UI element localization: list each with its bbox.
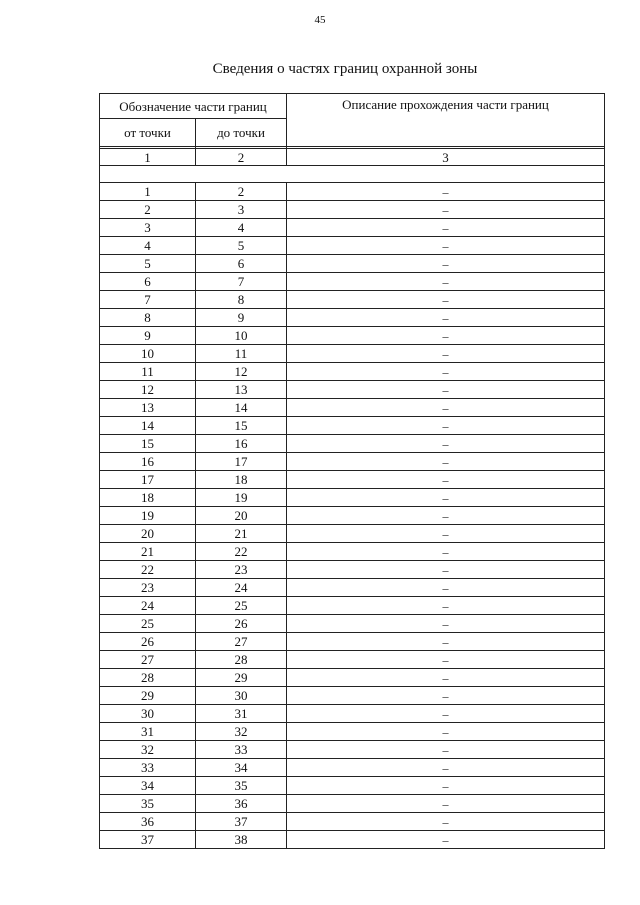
section-label — [100, 166, 605, 183]
from-point-cell: 13 — [100, 399, 196, 417]
table-row — [100, 237, 605, 255]
table-row — [100, 309, 605, 327]
table-row — [100, 777, 605, 795]
to-point-cell: 14 — [196, 399, 287, 417]
to-point-cell: 30 — [196, 687, 287, 705]
to-point-cell: 20 — [196, 507, 287, 525]
description-cell: – — [287, 201, 605, 219]
from-point-cell: 14 — [100, 417, 196, 435]
table-row — [100, 669, 605, 687]
table-row — [100, 417, 605, 435]
to-point-cell: 27 — [196, 633, 287, 651]
description-cell: – — [287, 813, 605, 831]
table-row — [100, 795, 605, 813]
from-point-cell: 9 — [100, 327, 196, 345]
description-cell: – — [287, 687, 605, 705]
from-point-cell: 24 — [100, 597, 196, 615]
from-point-cell: 11 — [100, 363, 196, 381]
to-point-cell: 29 — [196, 669, 287, 687]
document-title: Сведения о частях границ охранной зоны — [212, 61, 478, 77]
column-number-2: 2 — [196, 149, 287, 166]
from-point-cell: 6 — [100, 273, 196, 291]
from-point-cell: 34 — [100, 777, 196, 795]
from-point-cell: 17 — [100, 471, 196, 489]
table-row — [100, 687, 605, 705]
from-point-cell: 20 — [100, 525, 196, 543]
table-row — [100, 291, 605, 309]
table-row — [100, 435, 605, 453]
table-row — [100, 597, 605, 615]
section-row — [100, 166, 605, 183]
table-row — [100, 489, 605, 507]
to-point-cell: 18 — [196, 471, 287, 489]
table-row — [100, 813, 605, 831]
table-row — [100, 219, 605, 237]
description-cell: – — [287, 615, 605, 633]
table-row — [100, 723, 605, 741]
description-cell: – — [287, 705, 605, 723]
table-row — [100, 705, 605, 723]
description-cell: – — [287, 273, 605, 291]
from-point-cell: 29 — [100, 687, 196, 705]
from-point-cell: 5 — [100, 255, 196, 273]
header-from-cell: от точки — [100, 119, 196, 147]
to-point-cell: 22 — [196, 543, 287, 561]
to-point-cell: 38 — [196, 831, 287, 849]
from-point-cell: 27 — [100, 651, 196, 669]
description-cell: – — [287, 435, 605, 453]
description-cell: – — [287, 345, 605, 363]
description-cell: – — [287, 723, 605, 741]
description-cell: – — [287, 741, 605, 759]
to-point-cell: 34 — [196, 759, 287, 777]
description-cell: – — [287, 795, 605, 813]
to-point-cell: 23 — [196, 561, 287, 579]
description-cell: – — [287, 507, 605, 525]
to-point-cell: 4 — [196, 219, 287, 237]
from-point-cell: 28 — [100, 669, 196, 687]
to-point-cell: 6 — [196, 255, 287, 273]
table-row — [100, 471, 605, 489]
to-point-cell: 10 — [196, 327, 287, 345]
to-point-cell: 17 — [196, 453, 287, 471]
to-point-cell: 11 — [196, 345, 287, 363]
from-point-cell: 26 — [100, 633, 196, 651]
to-point-cell: 9 — [196, 309, 287, 327]
table-row — [100, 615, 605, 633]
description-cell: – — [287, 399, 605, 417]
to-point-cell: 2 — [196, 183, 287, 201]
column-number-row — [100, 149, 605, 166]
column-number-1: 1 — [100, 149, 196, 166]
description-cell: – — [287, 471, 605, 489]
description-cell: – — [287, 219, 605, 237]
description-cell: – — [287, 831, 605, 849]
description-cell: – — [287, 237, 605, 255]
description-cell: – — [287, 633, 605, 651]
description-cell: – — [287, 255, 605, 273]
page-number: 45 — [314, 14, 326, 26]
from-point-cell: 18 — [100, 489, 196, 507]
from-point-cell: 23 — [100, 579, 196, 597]
from-point-cell: 10 — [100, 345, 196, 363]
table-row — [100, 327, 605, 345]
to-point-cell: 19 — [196, 489, 287, 507]
table-row — [100, 507, 605, 525]
table-row — [100, 561, 605, 579]
table-row — [100, 183, 605, 201]
to-point-cell: 13 — [196, 381, 287, 399]
description-cell: – — [287, 597, 605, 615]
description-cell: – — [287, 453, 605, 471]
description-cell: – — [287, 669, 605, 687]
from-point-cell: 7 — [100, 291, 196, 309]
to-point-cell: 33 — [196, 741, 287, 759]
description-cell: – — [287, 417, 605, 435]
table-row — [100, 255, 605, 273]
from-point-cell: 3 — [100, 219, 196, 237]
boundary-parts-table — [99, 93, 605, 849]
table-row — [100, 543, 605, 561]
description-cell: – — [287, 183, 605, 201]
to-point-cell: 25 — [196, 597, 287, 615]
to-point-cell: 5 — [196, 237, 287, 255]
description-cell: – — [287, 381, 605, 399]
table-row — [100, 381, 605, 399]
description-cell: – — [287, 309, 605, 327]
description-cell: – — [287, 543, 605, 561]
header-description-cell: Описание прохождения части границ — [287, 94, 605, 147]
from-point-cell: 30 — [100, 705, 196, 723]
from-point-cell: 12 — [100, 381, 196, 399]
table-row — [100, 741, 605, 759]
from-point-cell: 15 — [100, 435, 196, 453]
column-number-3: 3 — [287, 149, 605, 166]
to-point-cell: 16 — [196, 435, 287, 453]
table-row — [100, 759, 605, 777]
from-point-cell: 2 — [100, 201, 196, 219]
from-point-cell: 21 — [100, 543, 196, 561]
header-group-cell: Обозначение части границ — [100, 94, 287, 119]
to-point-cell: 35 — [196, 777, 287, 795]
from-point-cell: 35 — [100, 795, 196, 813]
from-point-cell: 36 — [100, 813, 196, 831]
description-cell: – — [287, 759, 605, 777]
from-point-cell: 19 — [100, 507, 196, 525]
to-point-cell: 3 — [196, 201, 287, 219]
from-point-cell: 8 — [100, 309, 196, 327]
to-point-cell: 28 — [196, 651, 287, 669]
description-cell: – — [287, 579, 605, 597]
description-cell: – — [287, 489, 605, 507]
from-point-cell: 32 — [100, 741, 196, 759]
description-cell: – — [287, 777, 605, 795]
header-row-1 — [100, 94, 605, 119]
table-row — [100, 453, 605, 471]
table-row — [100, 831, 605, 849]
table-row — [100, 399, 605, 417]
to-point-cell: 37 — [196, 813, 287, 831]
description-cell: – — [287, 363, 605, 381]
to-point-cell: 31 — [196, 705, 287, 723]
header-to-cell: до точки — [196, 119, 287, 147]
description-cell: – — [287, 651, 605, 669]
to-point-cell: 32 — [196, 723, 287, 741]
from-point-cell: 22 — [100, 561, 196, 579]
table-row — [100, 345, 605, 363]
table-row — [100, 633, 605, 651]
from-point-cell: 31 — [100, 723, 196, 741]
table-row — [100, 363, 605, 381]
from-point-cell: 16 — [100, 453, 196, 471]
to-point-cell: 7 — [196, 273, 287, 291]
from-point-cell: 25 — [100, 615, 196, 633]
table-row — [100, 273, 605, 291]
to-point-cell: 21 — [196, 525, 287, 543]
to-point-cell: 36 — [196, 795, 287, 813]
description-cell: – — [287, 327, 605, 345]
to-point-cell: 26 — [196, 615, 287, 633]
table-row — [100, 651, 605, 669]
to-point-cell: 12 — [196, 363, 287, 381]
to-point-cell: 24 — [196, 579, 287, 597]
table-row — [100, 201, 605, 219]
table-row — [100, 579, 605, 597]
to-point-cell: 15 — [196, 417, 287, 435]
from-point-cell: 4 — [100, 237, 196, 255]
to-point-cell: 8 — [196, 291, 287, 309]
description-cell: – — [287, 561, 605, 579]
table-row — [100, 525, 605, 543]
from-point-cell: 1 — [100, 183, 196, 201]
description-cell: – — [287, 291, 605, 309]
from-point-cell: 33 — [100, 759, 196, 777]
from-point-cell: 37 — [100, 831, 196, 849]
description-cell: – — [287, 525, 605, 543]
